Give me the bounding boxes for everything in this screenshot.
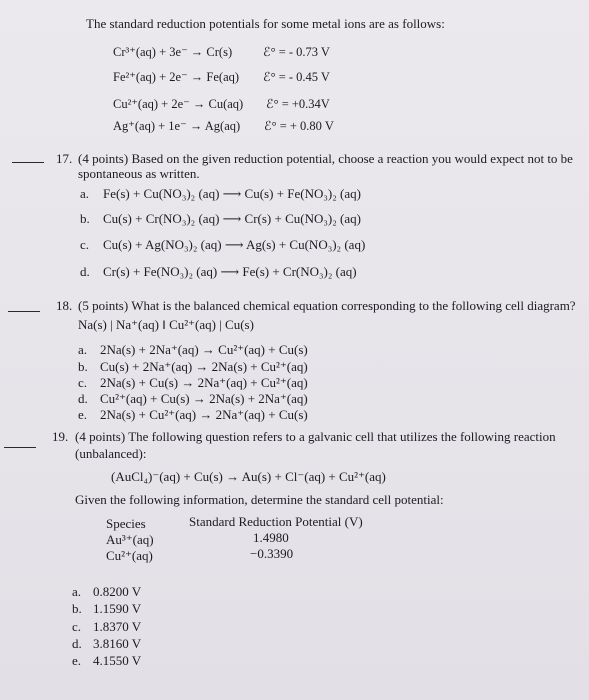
q18-option-d-letter: d.: [78, 391, 88, 406]
answer-blank-18[interactable]: [8, 311, 40, 312]
q19-option-c[interactable]: 1.8370 V: [93, 619, 142, 634]
table-potential-2: −0.3390: [250, 546, 294, 561]
q19-option-d-letter: d.: [72, 636, 82, 651]
q18-option-d[interactable]: Cu²⁺(aq) + Cu(s) → 2Na(s) + 2Na⁺(aq): [100, 391, 308, 406]
q19-option-b-letter: b.: [72, 601, 82, 616]
q17-option-b[interactable]: Cu(s) + Cr(NO₃)₂ (aq) ⟶ Cr(s) + Cu(NO₃)₂ (aq): [103, 211, 361, 226]
q18-option-a-letter: a.: [78, 342, 88, 357]
q19-option-a[interactable]: 0.8200 V: [93, 584, 142, 599]
reduction-eq-3: Cu²⁺(aq) + 2e⁻ → Cu(aq): [113, 97, 244, 111]
q18-option-e[interactable]: 2Na(s) + Cu²⁺(aq) → 2Na⁺(aq) + Cu(s): [100, 407, 308, 422]
q19-given: Given the following information, determine the standard cell potential:: [75, 492, 444, 507]
answer-blank-17[interactable]: [12, 162, 44, 163]
q19-number: 19.: [52, 429, 69, 444]
q17-line1: (4 points) Based on the given reduction potential, choose a reaction you would expect not to be: [78, 151, 573, 166]
q17-option-c[interactable]: Cu(s) + Ag(NO₃)₂ (aq) ⟶ Ag(s) + Cu(NO₃)₂ (aq): [103, 237, 366, 252]
q18-diagram: Na(s) | Na⁺(aq) ‖ Cu²⁺(aq) | Cu(s): [78, 317, 254, 332]
q19-option-b[interactable]: 1.1590 V: [93, 601, 142, 616]
table-header-species: Species: [106, 516, 146, 531]
q18-option-c[interactable]: 2Na(s) + Cu(s) → 2Na⁺(aq) + Cu²⁺(aq): [100, 375, 308, 390]
q18-line1: (5 points) What is the balanced chemical equation corresponding to the following cell diagram?: [78, 298, 576, 313]
reduction-pot-3: ℰ° = +0.34V: [266, 97, 330, 111]
q17-option-c-letter: c.: [80, 237, 90, 252]
q17-line2: spontaneous as written.: [78, 166, 200, 181]
q19-option-d[interactable]: 3.8160 V: [93, 636, 142, 651]
reduction-eq-4: Ag⁺(aq) + 1e⁻ → Ag(aq): [113, 119, 241, 133]
table-species-1: Au³⁺(aq): [106, 532, 154, 547]
reduction-pot-4: ℰ° = + 0.80 V: [264, 119, 334, 133]
q18-option-e-letter: e.: [78, 407, 88, 422]
q18-option-c-letter: c.: [78, 375, 88, 390]
table-species-2: Cu²⁺(aq): [106, 548, 153, 563]
reduction-pot-2: ℰ° = - 0.45 V: [263, 70, 330, 84]
q17-option-d-letter: d.: [80, 264, 90, 279]
reduction-pot-1: ℰ° = - 0.73 V: [263, 45, 330, 59]
q18-number: 18.: [56, 298, 73, 313]
q19-option-a-letter: a.: [72, 584, 82, 599]
reduction-eq-2: Fe²⁺(aq) + 2e⁻ → Fe(aq): [113, 70, 240, 84]
q19-line2: (unbalanced):: [75, 446, 147, 461]
q19-option-e-letter: e.: [72, 653, 82, 668]
q17-option-b-letter: b.: [80, 211, 90, 226]
q17-number: 17.: [56, 151, 73, 166]
q17-option-d[interactable]: Cr(s) + Fe(NO₃)₂ (aq) ⟶ Fe(s) + Cr(NO₃)₂ (aq): [103, 264, 357, 279]
q19-line1: (4 points) The following question refers to a galvanic cell that utilizes the following reaction: [75, 429, 556, 444]
q18-option-b-letter: b.: [78, 359, 88, 374]
q18-option-a[interactable]: 2Na(s) + 2Na⁺(aq) → Cu²⁺(aq) + Cu(s): [100, 342, 308, 357]
q18-option-b[interactable]: Cu(s) + 2Na⁺(aq) → 2Na(s) + Cu²⁺(aq): [100, 359, 308, 374]
reduction-eq-1: Cr³⁺(aq) + 3e⁻ → Cr(s): [113, 45, 233, 59]
intro-text: The standard reduction potentials for some metal ions are as follows:: [86, 16, 445, 31]
table-header-potential: Standard Reduction Potential (V): [189, 514, 363, 529]
q17-option-a[interactable]: Fe(s) + Cu(NO₃)₂ (aq) ⟶ Cu(s) + Fe(NO₃)₂ (aq): [103, 186, 361, 201]
q19-option-e[interactable]: 4.1550 V: [93, 653, 142, 668]
table-potential-1: 1.4980: [253, 530, 289, 545]
q19-reaction: (AuCl₄)⁻(aq) + Cu(s) → Au(s) + Cl⁻(aq) + Cu²⁺(aq): [111, 469, 386, 484]
q17-option-a-letter: a.: [80, 186, 90, 201]
q19-option-c-letter: c.: [72, 619, 82, 634]
answer-blank-19[interactable]: [4, 447, 36, 448]
